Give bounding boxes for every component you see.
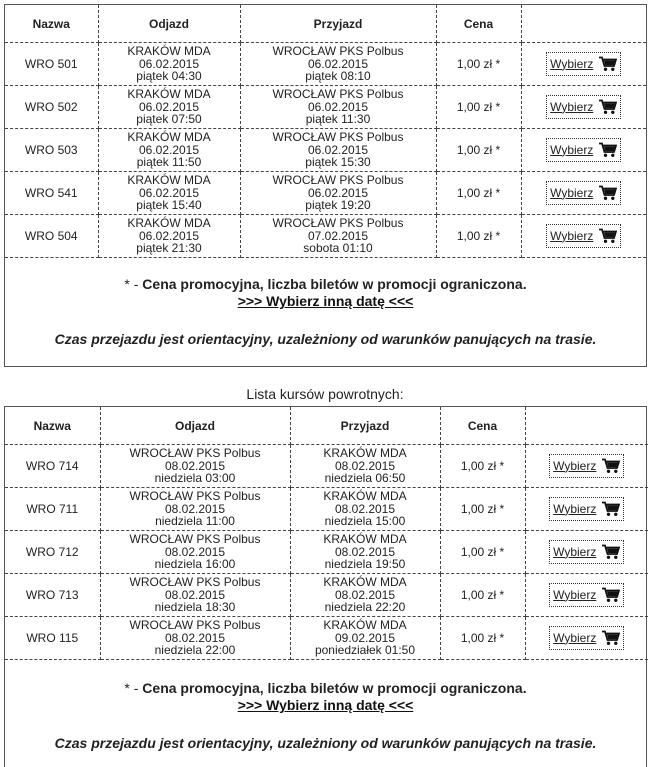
return-rows [5,445,648,660]
departure-time: piątek 21:30 [136,241,202,256]
course-name: WRO 541 [5,172,98,215]
arrival-station: KRAKÓW MDA [323,488,407,503]
shopping-cart-icon [602,587,620,603]
header-departure: Odjazd [100,407,290,445]
shopping-cart-icon [602,458,620,474]
arrival-time: piątek 11:30 [305,112,371,127]
departure-date: 08.02.2015 [164,501,226,516]
arrival-date: 08.02.2015 [334,544,396,559]
departure-station: KRAKÓW MDA [127,86,211,101]
choose-other-date-link[interactable]: >>> Wybierz inną datę <<< [237,293,414,309]
departure-date: 06.02.2015 [138,56,200,71]
departure-station: WROCŁAW PKS Polbus [129,488,261,503]
departure-station: WROCŁAW PKS Polbus [129,617,261,632]
departure-time: niedziela 11:00 [155,514,235,529]
select-button-label: Wybierz [553,630,597,645]
departure-station: KRAKÓW MDA [127,43,211,58]
departure-date: 08.02.2015 [164,458,226,473]
select-button[interactable] [549,540,624,564]
departure-cell [100,617,290,660]
table-header-row [5,5,646,43]
arrival-time: piątek 15:30 [305,155,371,170]
arrival-date: 08.02.2015 [334,587,396,602]
arrival-time: piątek 19:20 [305,198,371,213]
arrival-time: poniedziałek 01:50 [314,643,416,658]
select-button[interactable] [549,583,624,607]
arrival-date: 06.02.2015 [307,56,369,71]
select-button[interactable] [546,95,621,119]
departure-date: 06.02.2015 [138,99,200,114]
table-row [5,488,648,531]
promo-note: * - Cena promocyjna, liczba biletów w promocji ograniczona. [124,680,527,696]
departure-time: niedziela 03:00 [154,471,236,486]
arrival-cell [290,488,440,531]
action-cell [521,172,646,215]
arrival-station: WROCŁAW PKS Polbus [272,129,404,144]
select-button-label: Wybierz [550,142,594,157]
arrival-date: 06.02.2015 [307,142,369,157]
table-row [5,43,646,86]
arrival-time: niedziela 22:20 [324,600,406,615]
departure-cell [98,215,240,258]
arrival-cell [290,445,440,488]
departure-cell [98,86,240,129]
arrival-cell [290,531,440,574]
header-action [521,5,646,43]
course-name: WRO 714 [5,445,100,488]
departure-date: 06.02.2015 [138,185,200,200]
departure-date: 08.02.2015 [164,544,226,559]
header-arrival: Przyjazd [240,5,436,43]
table-row [5,172,646,215]
departure-station: WROCŁAW PKS Polbus [129,445,261,460]
table-row [5,445,648,488]
travel-time-note: Czas przejazdu jest orientacyjny, uzależniony od warunków panujących na trasie. [54,735,597,751]
promo-note: * - Cena promocyjna, liczba biletów w promocji ograniczona. [124,276,527,292]
arrival-date: 08.02.2015 [334,501,396,516]
table-row [5,531,648,574]
price-cell: 1,00 zł * [436,129,521,172]
arrival-station: WROCŁAW PKS Polbus [272,215,404,230]
course-name: WRO 502 [5,86,98,129]
action-cell [525,574,648,617]
select-button[interactable] [546,52,621,76]
arrival-station: KRAKÓW MDA [323,445,407,460]
select-button[interactable] [549,497,624,521]
arrival-date: 06.02.2015 [307,99,369,114]
header-price: Cena [436,5,521,43]
departure-station: KRAKÓW MDA [127,129,211,144]
return-notes [5,660,646,751]
course-name: WRO 501 [5,43,98,86]
shopping-cart-icon [599,142,617,158]
shopping-cart-icon [599,228,617,244]
arrival-station: WROCŁAW PKS Polbus [272,172,404,187]
departure-cell [98,43,240,86]
price-cell: 1,00 zł * [436,172,521,215]
select-button-label: Wybierz [550,56,594,71]
arrival-date: 06.02.2015 [307,185,369,200]
action-cell [525,617,648,660]
price-cell: 1,00 zł * [436,43,521,86]
arrival-date: 09.02.2015 [334,630,396,645]
header-price: Cena [440,407,525,445]
arrival-cell [240,172,436,215]
header-departure: Odjazd [98,5,240,43]
arrival-station: KRAKÓW MDA [323,617,407,632]
action-cell [521,129,646,172]
header-name: Nazwa [5,5,98,43]
select-button[interactable] [549,626,624,650]
arrival-date: 08.02.2015 [334,458,396,473]
select-button-label: Wybierz [553,544,597,559]
arrival-cell [240,215,436,258]
shopping-cart-icon [602,501,620,517]
select-button-label: Wybierz [550,228,594,243]
table-header-row [5,407,648,445]
arrival-cell [290,574,440,617]
select-button-label: Wybierz [550,99,594,114]
course-name: WRO 711 [5,488,100,531]
price-cell: 1,00 zł * [436,86,521,129]
price-cell: 1,00 zł * [440,617,525,660]
choose-other-date-link[interactable]: >>> Wybierz inną datę <<< [237,697,414,713]
action-cell [521,215,646,258]
price-cell: 1,00 zł * [440,488,525,531]
header-arrival: Przyjazd [290,407,440,445]
select-button[interactable] [546,181,621,205]
course-name: WRO 712 [5,531,100,574]
arrival-time: niedziela 15:00 [324,514,406,529]
shopping-cart-icon [602,544,620,560]
select-button-label: Wybierz [553,587,597,602]
departure-cell [100,531,290,574]
price-cell: 1,00 zł * [440,531,525,574]
departure-station: KRAKÓW MDA [127,172,211,187]
departure-date: 08.02.2015 [164,587,226,602]
arrival-time: sobota 01:10 [303,241,373,256]
departure-time: niedziela 18:30 [154,600,236,615]
table-row [5,617,648,660]
select-button[interactable] [549,454,624,478]
arrival-time: niedziela 06:50 [324,471,406,486]
header-name: Nazwa [5,407,100,445]
action-cell [525,445,648,488]
departure-cell [100,488,290,531]
outbound-courses-panel [4,4,647,367]
return-list-caption: Lista kursów powrotnych: [246,386,404,402]
arrival-cell [240,86,436,129]
departure-cell [100,574,290,617]
arrival-station: KRAKÓW MDA [323,531,407,546]
departure-time: niedziela 16:00 [154,557,236,572]
price-cell: 1,00 zł * [440,574,525,617]
departure-cell [100,445,290,488]
outbound-courses-table [5,5,646,258]
course-name: WRO 503 [5,129,98,172]
arrival-cell [240,43,436,86]
select-button[interactable] [546,138,621,162]
return-courses-table [5,407,648,660]
select-button-label: Wybierz [550,185,594,200]
select-button[interactable] [546,224,621,248]
select-button-label: Wybierz [553,458,597,473]
price-cell: 1,00 zł * [436,215,521,258]
table-row [5,86,646,129]
action-cell [521,43,646,86]
table-row [5,574,648,617]
departure-cell [98,129,240,172]
departure-station: KRAKÓW MDA [127,215,211,230]
action-cell [525,488,648,531]
departure-time: piątek 07:50 [136,112,202,127]
departure-time: piątek 15:40 [136,198,202,213]
departure-date: 06.02.2015 [138,142,200,157]
shopping-cart-icon [599,185,617,201]
return-courses-panel [4,406,647,767]
shopping-cart-icon [602,630,620,646]
action-cell [525,531,648,574]
departure-station: WROCŁAW PKS Polbus [129,531,261,546]
departure-station: WROCŁAW PKS Polbus [129,574,261,589]
course-name: WRO 504 [5,215,98,258]
shopping-cart-icon [599,99,617,115]
departure-date: 08.02.2015 [164,630,226,645]
table-row [5,129,646,172]
travel-time-note: Czas przejazdu jest orientacyjny, uzależniony od warunków panujących na trasie. [54,331,597,347]
departure-cell [98,172,240,215]
header-action [525,407,648,445]
table-row [5,215,646,258]
outbound-rows [5,43,646,258]
arrival-time: piątek 08:10 [305,69,371,84]
arrival-station: WROCŁAW PKS Polbus [272,43,404,58]
arrival-station: KRAKÓW MDA [323,574,407,589]
action-cell [521,86,646,129]
arrival-cell [240,129,436,172]
arrival-date: 07.02.2015 [307,228,369,243]
price-cell: 1,00 zł * [440,445,525,488]
departure-time: niedziela 22:00 [154,643,236,658]
arrival-station: WROCŁAW PKS Polbus [272,86,404,101]
outbound-notes [5,258,646,347]
departure-time: piątek 04:30 [136,69,202,84]
course-name: WRO 713 [5,574,100,617]
departure-time: piątek 11:50 [136,155,202,170]
arrival-cell [290,617,440,660]
select-button-label: Wybierz [553,501,597,516]
shopping-cart-icon [599,56,617,72]
course-name: WRO 115 [5,617,100,660]
arrival-time: niedziela 19:50 [324,557,406,572]
departure-date: 06.02.2015 [138,228,200,243]
